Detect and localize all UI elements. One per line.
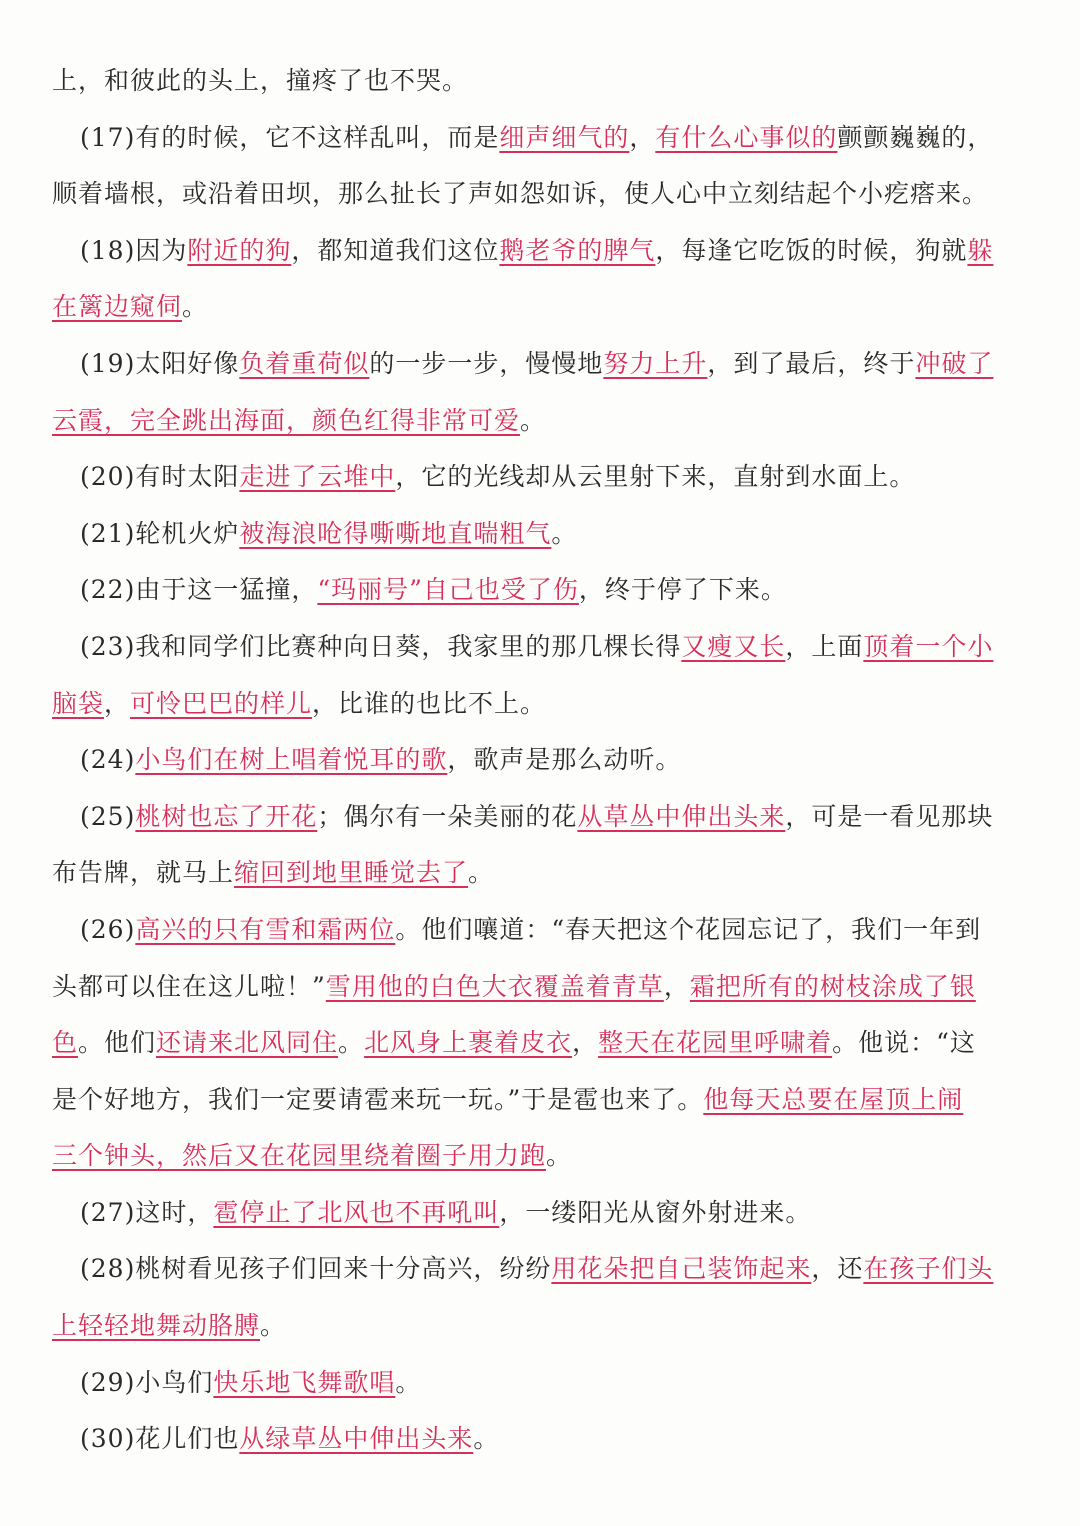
- highlighted-phrase: 快乐地飞舞歌唱: [213, 1367, 396, 1397]
- text-segment: (25): [80, 801, 136, 831]
- text-line: [52, 679, 1028, 736]
- highlighted-phrase: 在孩子们头: [863, 1254, 994, 1284]
- text-line: [52, 169, 1028, 226]
- text-segment: ，可是一看见那块: [785, 801, 994, 831]
- highlighted-phrase: 缩回到地里睡觉去了: [234, 858, 469, 888]
- text-segment: 。他说：“这: [832, 1028, 976, 1058]
- highlighted-phrase: 霜把所有的树枝涂成了银: [689, 971, 976, 1001]
- text-segment: 颤颤巍巍的，: [837, 122, 994, 152]
- text-segment: 布告牌，就马上: [52, 858, 235, 888]
- text-line: [52, 905, 1028, 962]
- highlighted-phrase: 负着重荷似: [239, 348, 370, 378]
- text-segment: 上，和彼此的头上，撞疼了也不哭。: [52, 66, 469, 95]
- text-line: [52, 792, 1028, 849]
- text-segment: ，终于停了下来。: [578, 575, 787, 605]
- text-segment: 。: [338, 1028, 365, 1058]
- highlighted-phrase: 有什么心事似的: [655, 122, 838, 152]
- text-segment: 。: [520, 405, 547, 435]
- text-segment: (20)有时太阳: [80, 462, 240, 492]
- text-line: [52, 509, 1028, 566]
- text-segment: 。: [551, 518, 578, 548]
- text-line: [52, 113, 1028, 170]
- text-segment: 。: [546, 1141, 573, 1171]
- text-segment: 。: [182, 292, 209, 322]
- text-line: [52, 452, 1028, 509]
- highlighted-phrase: 可怜巴巴的样儿: [130, 688, 313, 718]
- text-segment: 。: [395, 1367, 422, 1397]
- text-segment: ，一缕阳光从窗外射进来。: [499, 1197, 812, 1227]
- text-segment: (24): [80, 745, 136, 775]
- highlighted-phrase: 从绿草丛中伸出头来: [239, 1424, 474, 1454]
- highlighted-phrase: 高兴的只有雪和霜两位: [135, 914, 396, 944]
- text-segment: (27)这时，: [80, 1197, 214, 1227]
- highlighted-phrase: 三个钟头，然后又在花园里绕着圈子用力跑: [52, 1141, 547, 1171]
- text-segment: ，比谁的也比不上。: [312, 688, 547, 718]
- text-segment: (17)有的时候，它不这样乱叫，而是: [80, 122, 500, 152]
- highlighted-phrase: 冲破了: [915, 348, 994, 378]
- text-line: [52, 1131, 1028, 1188]
- text-segment: 。他们: [78, 1028, 157, 1058]
- highlighted-phrase: 整天在花园里呼啸着: [598, 1028, 833, 1058]
- text-segment: 头都可以住在这儿啦！”: [52, 971, 326, 1001]
- highlighted-phrase: 雪用他的白色大衣覆盖着青草: [325, 971, 664, 1001]
- text-segment: ，: [663, 971, 690, 1001]
- highlighted-phrase: 躲: [967, 235, 994, 265]
- highlighted-phrase: 北风身上裹着皮衣: [364, 1028, 573, 1058]
- text-segment: 顺着墙根，或沿着田坝，那么扯长了声如怨如诉，使人心中立刻结起个小疙瘩来。: [52, 179, 989, 209]
- text-line: [52, 1414, 1028, 1471]
- text-line: [52, 1188, 1028, 1245]
- highlighted-phrase: 云霞，完全跳出海面，颜色红得非常可爱: [52, 405, 521, 435]
- text-line: [52, 226, 1028, 283]
- text-line: [52, 622, 1028, 679]
- highlighted-phrase: 色: [52, 1028, 79, 1058]
- text-line: [52, 565, 1028, 622]
- highlighted-phrase: 他每天总要在屋顶上闹: [703, 1084, 964, 1114]
- text-segment: ，它的光线却从云里射下来，直射到水面上。: [395, 462, 916, 492]
- text-segment: ，: [104, 688, 131, 718]
- highlighted-phrase: 被海浪呛得嘶嘶地直喘粗气: [239, 518, 552, 548]
- text-segment: ，每逢它吃饭的时候，狗就: [655, 235, 968, 265]
- text-segment: (22)由于这一猛撞，: [80, 575, 318, 605]
- highlighted-phrase: 在篱边窥伺: [52, 292, 183, 322]
- highlighted-phrase: 桃树也忘了开花: [135, 801, 318, 831]
- text-line: [52, 1075, 1028, 1132]
- text-segment: (23)我和同学们比赛种向日葵，我家里的那几棵长得: [80, 631, 682, 661]
- text-segment: ，还: [811, 1254, 864, 1284]
- text-segment: 。: [473, 1424, 500, 1454]
- text-line: [52, 1018, 1028, 1075]
- text-segment: ，到了最后，终于: [707, 348, 916, 378]
- text-segment: ，: [572, 1028, 599, 1058]
- text-segment: ，都知道我们这位: [291, 235, 500, 265]
- text-segment: ，上面: [785, 631, 864, 661]
- text-line: [52, 56, 1028, 113]
- text-segment: (28)桃树看见孩子们回来十分高兴，纷纷: [80, 1254, 552, 1284]
- text-segment: 。他们嚷道：“春天把这个花园忘记了，我们一年到: [395, 914, 982, 944]
- text-line: [52, 1301, 1028, 1358]
- text-line: [52, 1244, 1028, 1301]
- text-segment: 。: [468, 858, 495, 888]
- text-line: [52, 396, 1028, 453]
- text-segment: (26): [80, 914, 136, 944]
- text-line: [52, 282, 1028, 339]
- text-line: [52, 1358, 1028, 1415]
- highlighted-phrase: 上轻轻地舞动胳膊: [52, 1311, 261, 1341]
- text-line: [52, 735, 1028, 792]
- text-segment: 的一步一步，慢慢地: [369, 348, 604, 378]
- highlighted-phrase: 雹停止了北风也不再吼叫: [213, 1197, 500, 1227]
- highlighted-phrase: 小鸟们在树上唱着悦耳的歌: [135, 745, 448, 775]
- text-segment: 是个好地方，我们一定要请雹来玩一玩。”于是雹也来了。: [52, 1084, 704, 1114]
- text-line: [52, 339, 1028, 396]
- highlighted-phrase: 顶着一个小: [863, 631, 994, 661]
- highlighted-phrase: 从草丛中伸出头来: [577, 801, 786, 831]
- text-line: [52, 848, 1028, 905]
- highlighted-phrase: 还请来北风同住: [156, 1028, 339, 1058]
- text-segment: 。: [260, 1311, 287, 1341]
- highlighted-phrase: “玛丽号”自己也受了伤: [317, 575, 579, 605]
- text-segment: ，: [629, 122, 656, 152]
- highlighted-phrase: 脑袋: [52, 688, 105, 718]
- text-segment: (18)因为: [80, 235, 188, 265]
- text-segment: (29)小鸟们: [80, 1367, 214, 1397]
- text-segment: ；偶尔有一朵美丽的花: [317, 801, 578, 831]
- text-segment: (21)轮机火炉: [80, 518, 240, 548]
- text-segment: ，歌声是那么动听。: [447, 745, 682, 775]
- highlighted-phrase: 细声细气的: [499, 122, 630, 152]
- highlighted-phrase: 努力上升: [603, 348, 708, 378]
- highlighted-phrase: 附近的狗: [187, 235, 292, 265]
- highlighted-phrase: 走进了云堆中: [239, 462, 396, 492]
- highlighted-phrase: 用花朵把自己装饰起来: [551, 1254, 812, 1284]
- text-segment: (19)太阳好像: [80, 348, 240, 378]
- text-segment: (30)花儿们也: [80, 1424, 240, 1454]
- highlighted-phrase: 又瘦又长: [681, 631, 786, 661]
- highlighted-phrase: 鹅老爷的脾气: [499, 235, 656, 265]
- text-line: [52, 962, 1028, 1019]
